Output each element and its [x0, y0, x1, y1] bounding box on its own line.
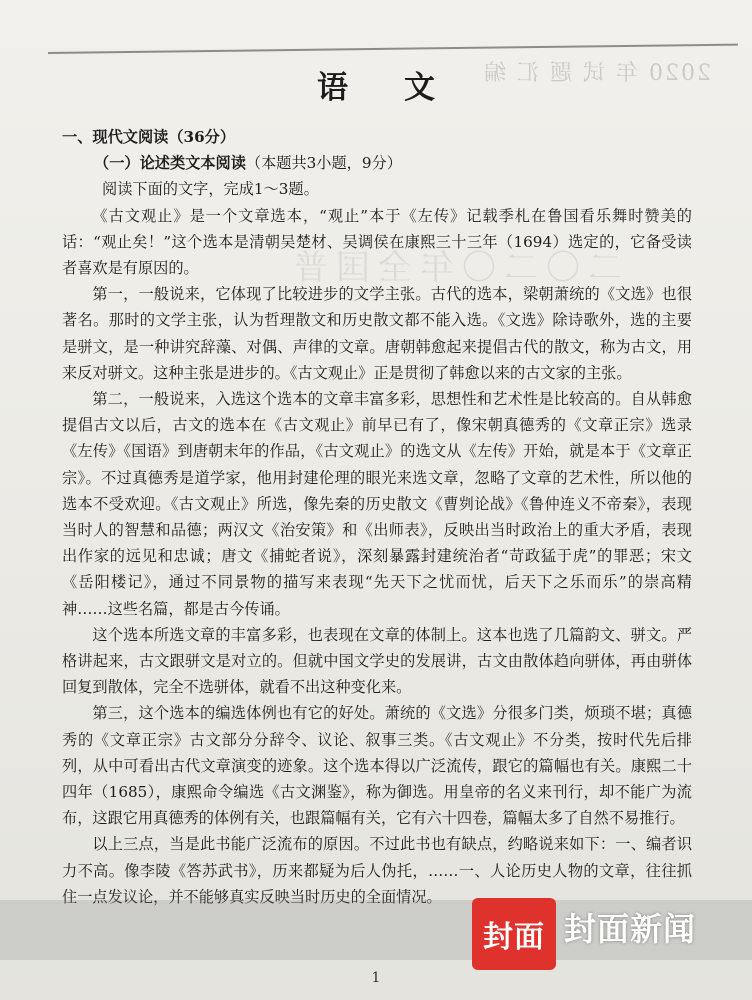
- header-rule: [48, 44, 738, 54]
- bleed-through-text-large: 二〇二〇年全国普: [286, 248, 622, 288]
- bleed-through-text: 2020 年 试 题 汇 编: [482, 61, 711, 86]
- section-heading: 一、现代文阅读（36分）: [62, 128, 236, 146]
- brand-watermark: 封面新闻: [564, 910, 697, 948]
- logo-text: 封面: [483, 920, 545, 955]
- sub-heading: [94, 150, 692, 176]
- paragraph: 第二，一般说来，入选这个选本的文章丰富多彩，思想性和艺术性是比较高的。自从韩愈提倡古文以后，古文的选本在《古文观止》前早已有了，像宋朝真德秀的《文章正宗》选录《左传》《国语》到唐朝末年的作品，《古文观止》的选文从《左传》开始，就是本于《文章正宗》。不过真德秀是道学家，他用封建伦理的眼光来选文章，忽略了文章的艺术性，所以他的选本不受欢迎。《古文观止》所选，像先秦的历史散文《曹刿论战》《鲁仲连义不帝秦》，表现当时人的智慧和品德；两汉文《治安策》和《出师表》，反映出当时政治上的重大矛盾，表现出作家的远见和忠诚；唐文《捕蛇者说》，深刻暴露封建统治者“苛政猛于虎”的罪恶；宋文《岳阳楼记》，通过不同景物的描写来表现“先天下之忧而忧，后天下之乐而乐”的崇高精神……这些名篇，都是古今传诵。: [62, 390, 692, 618]
- page-number: 1: [371, 970, 381, 986]
- paragraph: 以上三点，当是此书能广泛流布的原因。不过此书也有缺点，约略说来如下：一、编者识力不高。像李陵《答苏武书》，历来都疑为后人伪托，……一、人论历史人物的文章，往往抓住一点发议论，并不能够真实反映当时历史的全面情况。: [62, 835, 692, 906]
- paragraph: 第一，一般说来，它体现了比较进步的文学主张。古代的选本，梁朝萧统的《文选》也很著名。那时的文学主张，认为哲理散文和历史散文都不能入选。《文选》除诗歌外，选的主要是骈文，是一种讲究辞藻、对偶、声律的文章。唐朝韩愈起来提倡古代的散文，称为古文，用来反对骈文。这种主张是进步的。《古文观止》正是贯彻了韩愈以来的古文家的主张。: [62, 285, 692, 382]
- paragraph: 《古文观止》是一个文章选本，“观止”本于《左传》记载季札在鲁国看乐舞时赞美的话：“观止矣！”这个选本是清朝吴楚材、吴调侯在康熙三十三年（1694）选定的，它备受读者喜欢是有原因的。: [62, 206, 692, 278]
- sub-heading-label: （一）论述类文本阅读: [94, 154, 246, 173]
- paragraph: 这个选本所选文章的丰富多彩，也表现在文章的体制上。这本也选了几篇韵文、骈文。严格讲起来，古文跟骈文是对立的。但就中国文学史的发展讲，古文由散体趋向骈体，再由骈体回复到散体，完全不选骈体，就看不出这种变化来。: [62, 625, 692, 697]
- page-title: 语文: [317, 70, 491, 106]
- sub-heading-note: （本题共3小题，9分）: [245, 154, 402, 173]
- paragraph: 第三，这个选本的编选体例也有它的好处。萧统的《文选》分很多门类，烦琐不堪；真德秀的《文章正宗》古文部分分辞令、议论、叙事三类。《古文观止》不分类，按时代先后排列，从中可看出古代文章演变的迹象。这个选本得以广泛流传，跟它的篇幅也有关。康熙二十四年（1685），康熙命令编选《古文渊鉴》，称为御选。用皇帝的名义来刊行，却不能广为流布，这跟它用真德秀的体例有关，也跟篇幅有关，它有六十四卷，篇幅太多了自然不易推行。: [62, 704, 692, 828]
- reading-instruction: 阅读下面的文字，完成1～3题。: [102, 180, 319, 199]
- cover-news-logo: [472, 898, 556, 970]
- article-body: [62, 124, 692, 910]
